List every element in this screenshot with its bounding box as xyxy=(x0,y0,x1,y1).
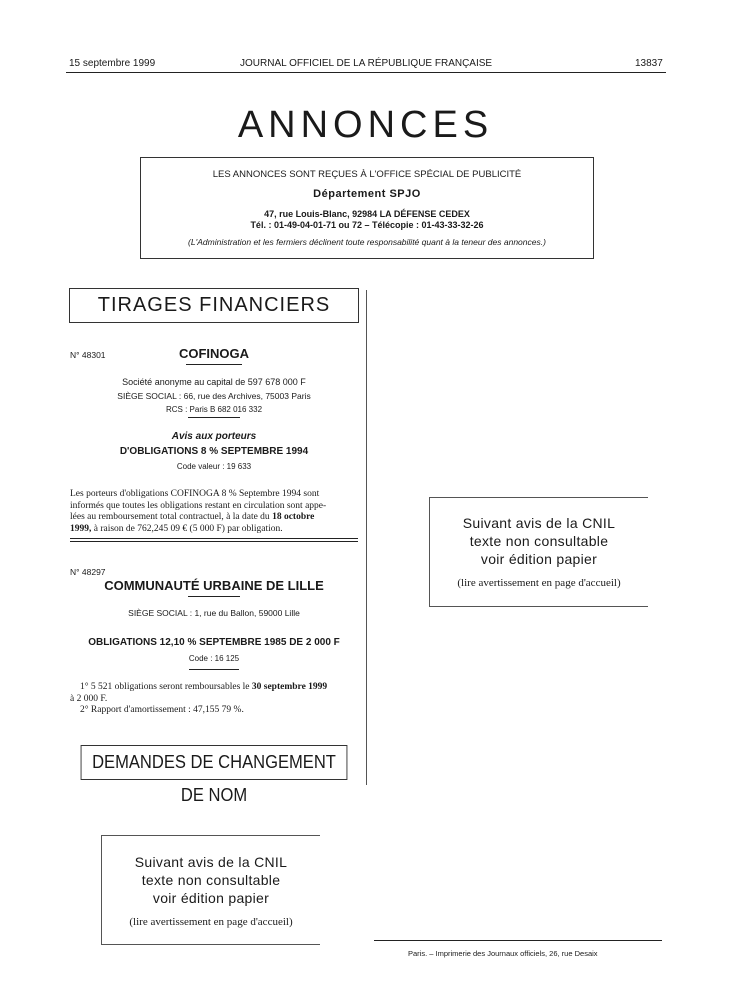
header-page-number: 13837 xyxy=(635,58,663,69)
cnil-line: Suivant avis de la CNIL xyxy=(462,515,616,531)
body-date: 18 octobre xyxy=(272,512,315,522)
header-rule xyxy=(66,72,666,73)
cnil-line: texte non consultable xyxy=(141,872,281,888)
page-title: ANNONCES xyxy=(237,104,494,146)
info-box xyxy=(140,157,594,259)
separator xyxy=(188,417,240,418)
cnil-line: texte non consultable xyxy=(469,533,609,549)
notice-number: N° 48301 xyxy=(70,350,106,360)
separator xyxy=(189,669,239,670)
header-date: 15 septembre 1999 xyxy=(69,58,156,69)
notice-body xyxy=(70,682,362,717)
cnil-note: (lire avertissement en page d'accueil) xyxy=(457,577,621,589)
body-date: 30 septembre 1999 xyxy=(251,682,328,692)
body-line: à 2 000 F. xyxy=(70,693,108,704)
notice-siege: SIÈGE SOCIAL : 66, rue des Archives, 75003 Paris xyxy=(117,391,311,401)
cnil-line: voir édition papier xyxy=(480,551,598,567)
column-divider xyxy=(366,290,367,785)
notice-obligations: OBLIGATIONS 12,10 % SEPTEMBRE 1985 DE 2 000 F xyxy=(88,637,340,648)
notice-end-rule xyxy=(70,541,358,542)
notice-end-rule xyxy=(70,538,358,539)
cnil-line: voir édition papier xyxy=(152,890,270,906)
separator xyxy=(188,596,240,597)
body-line: informés que toutes les obligations restant en circulation sont appe- xyxy=(70,500,327,511)
notice-code: Code valeur : 19 633 xyxy=(176,462,252,471)
info-line: LES ANNONCES SONT REÇUES À L'OFFICE SPÉCIAL DE PUBLICITÉ xyxy=(212,169,522,180)
body-line: lées au remboursement total contractuel, à la date du xyxy=(70,512,270,522)
body-line: Les porteurs d'obligations COFINOGA 8 % Septembre 1994 sont xyxy=(70,489,320,499)
body-line: 2° Rapport d'amortissement : 47,155 79 %. xyxy=(80,705,244,715)
section-heading-tirages: TIRAGES FINANCIERS xyxy=(69,288,359,323)
notice-rcs: RCS : Paris B 682 016 332 xyxy=(165,405,263,414)
cnil-line: Suivant avis de la CNIL xyxy=(134,854,288,870)
notice-company: COMMUNAUTÉ URBAINE DE LILLE xyxy=(104,578,324,593)
info-department: Département SPJO xyxy=(313,188,421,200)
notice-code: Code : 16 125 xyxy=(188,654,240,663)
notice-company: COFINOGA xyxy=(178,346,250,361)
notice-number: N° 48297 xyxy=(70,567,106,577)
notice-body xyxy=(70,489,362,535)
body-line: 1° 5 521 obligations seront remboursables le xyxy=(80,682,250,692)
notice-siege: SIÈGE SOCIAL : 1, rue du Ballon, 59000 Lille xyxy=(128,608,300,618)
body-line: à raison de 762,245 09 € (5 000 F) par obligation. xyxy=(91,523,283,534)
info-disclaimer: (L'Administration et les fermiers déclinent toute responsabilité quant à la teneur des annonces.) xyxy=(188,237,546,247)
header-journal: JOURNAL OFFICIEL DE LA RÉPUBLIQUE FRANÇAISE xyxy=(240,58,493,69)
notice-avis: Avis aux porteurs xyxy=(171,431,257,442)
info-address: 47, rue Louis-Blanc, 92984 LA DÉFENSE CEDEX xyxy=(264,209,470,219)
cnil-note: (lire avertissement en page d'accueil) xyxy=(129,916,293,928)
separator xyxy=(186,364,242,365)
cnil-notice-left xyxy=(101,835,320,945)
info-phones: Tél. : 01-49-04-01-71 ou 72 – Télécopie : 01-43-33-32-26 xyxy=(250,220,484,230)
section-heading-changement: DEMANDES DE CHANGEMENT DE NOM xyxy=(81,745,348,780)
notice-obligations: D'OBLIGATIONS 8 % SEPTEMBRE 1994 xyxy=(119,446,309,457)
footer-imprint: Paris. – Imprimerie des Journaux officiels, 26, rue Desaix xyxy=(408,949,598,958)
cnil-notice-right xyxy=(429,497,648,607)
notice-capital: Société anonyme au capital de 597 678 000 F xyxy=(122,377,306,387)
footer-rule xyxy=(374,940,662,941)
body-year: 1999, xyxy=(70,523,92,534)
